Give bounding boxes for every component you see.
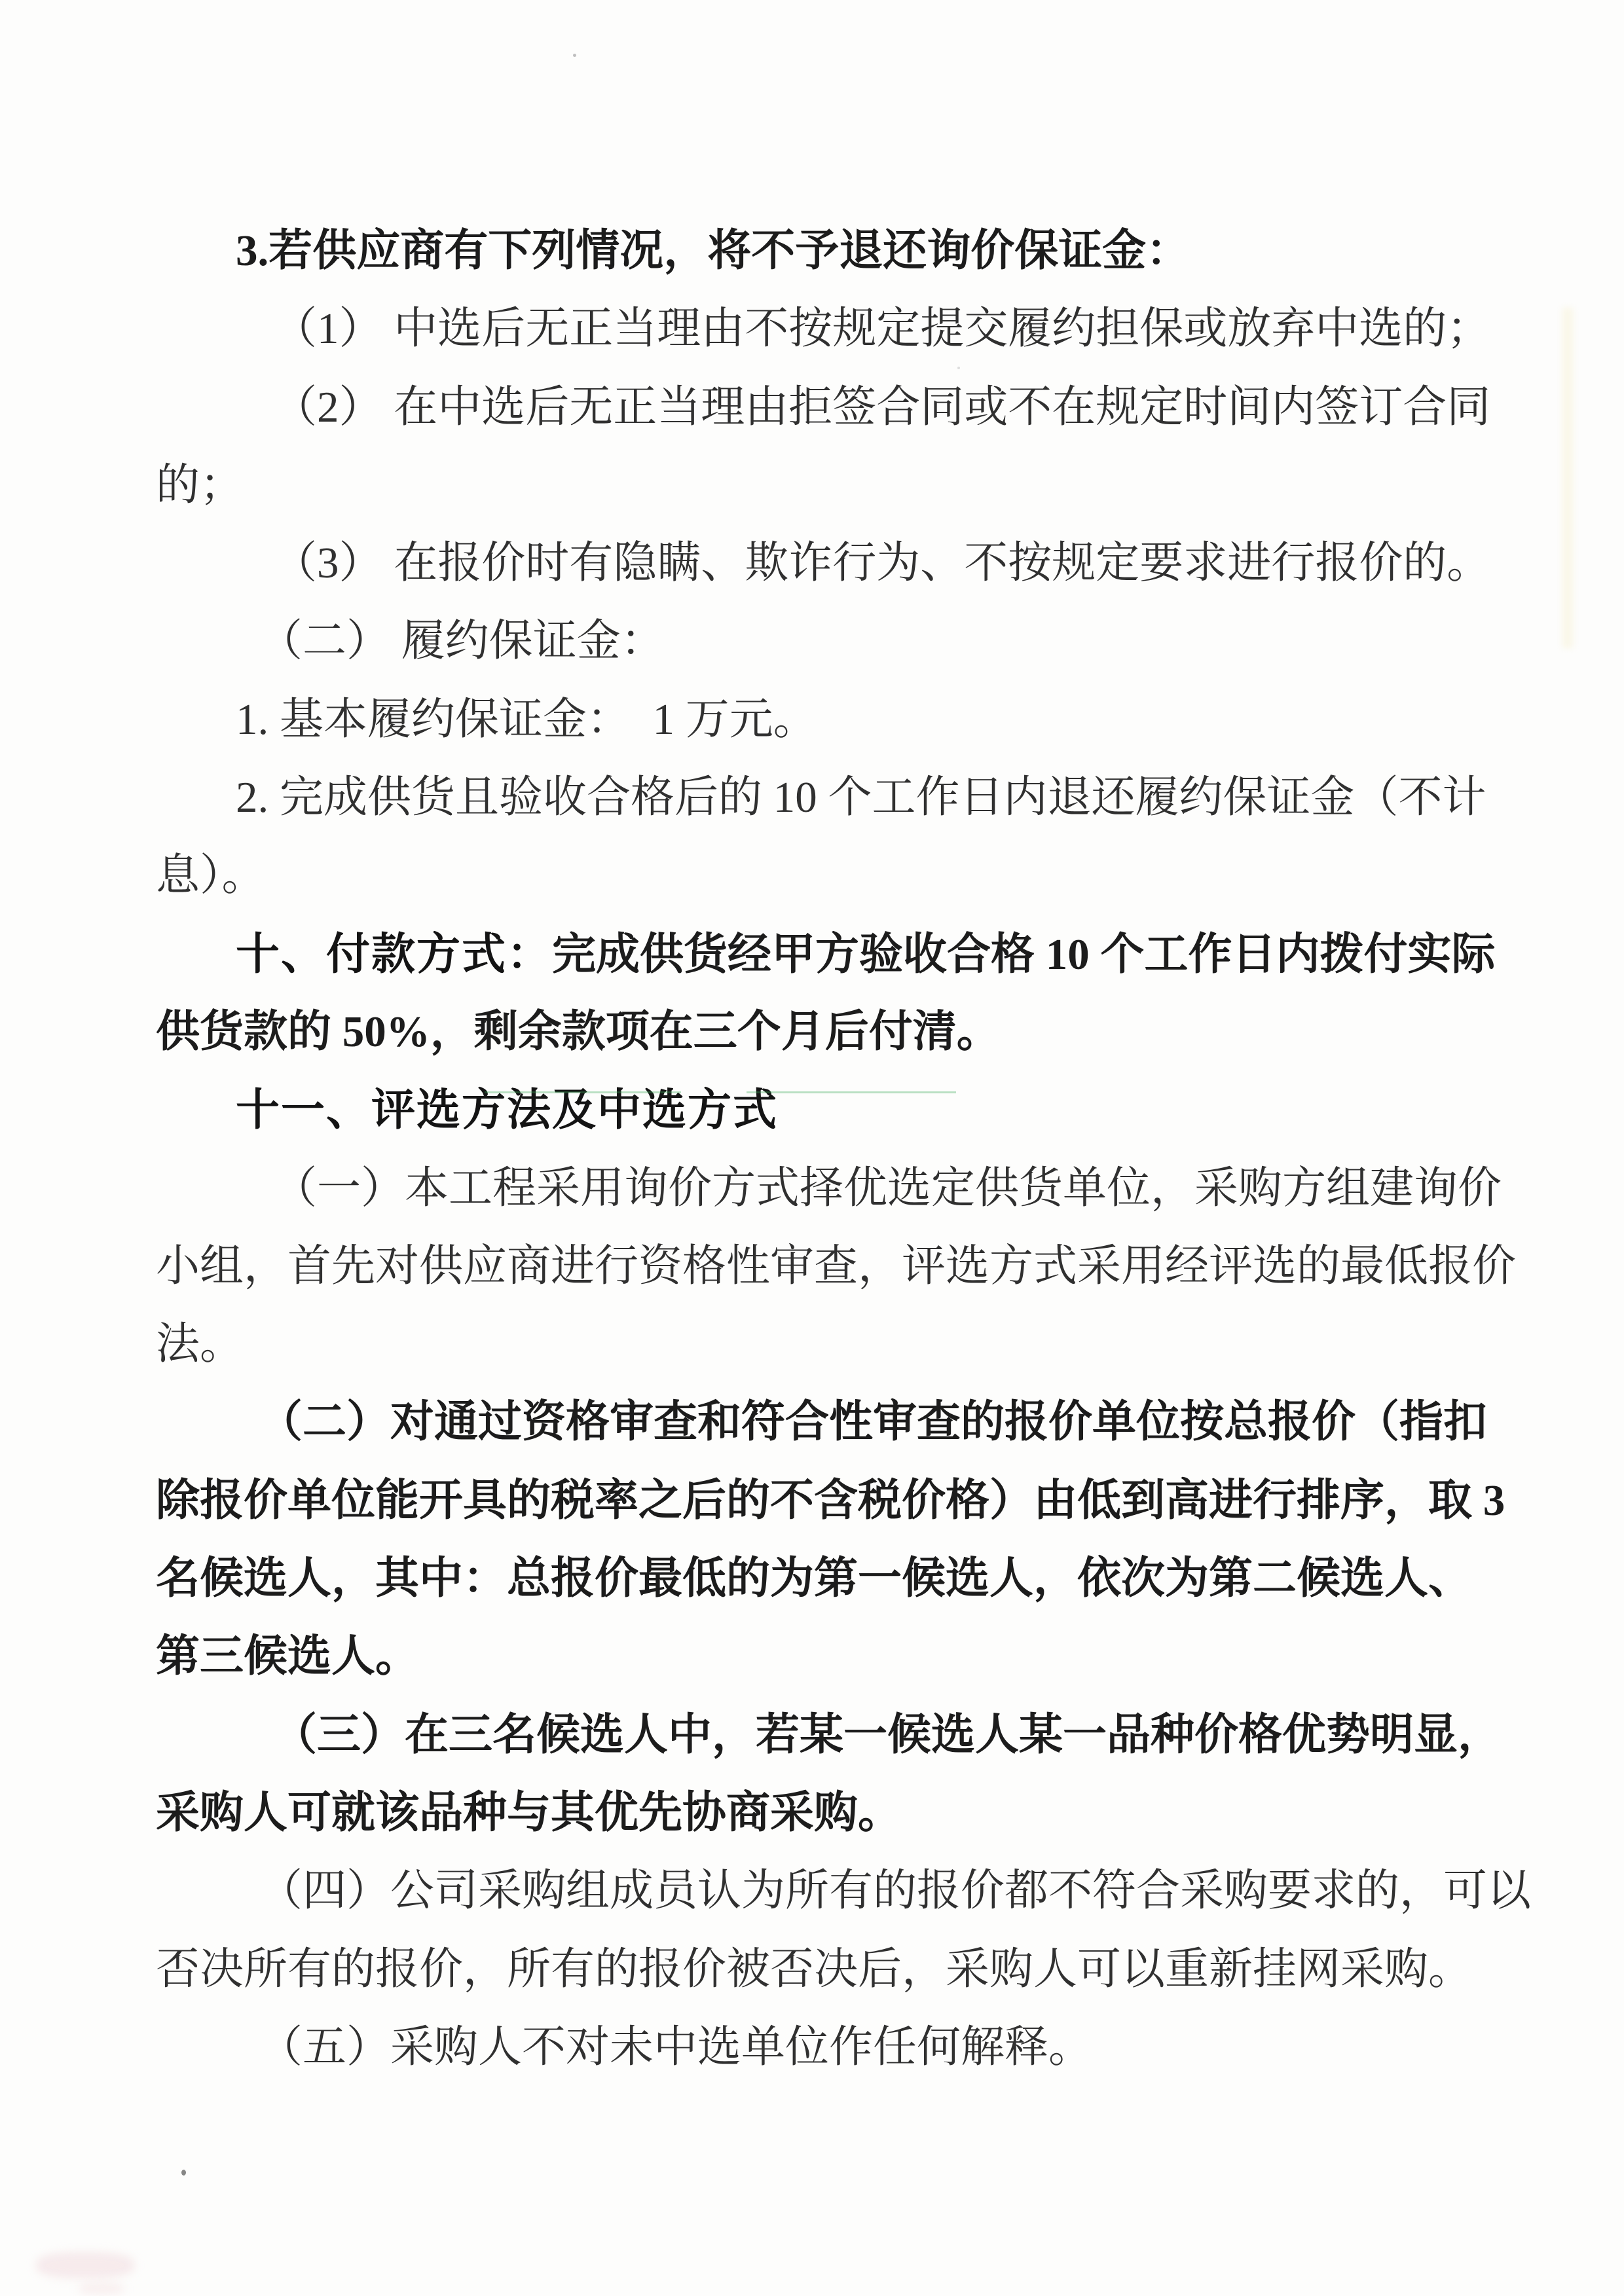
scan-speck [181,2170,186,2176]
text-run: （一）本工程采用询价方式择优选定供货单位，采购方组建询价 [273,1163,1502,1212]
text-run: 的； [156,460,244,509]
text-run: 1. 基本履约保证金： 1 万元。 [236,695,817,744]
text-line [0,837,1624,915]
text-line [0,759,1624,837]
text-line [0,524,1624,602]
text-line [0,1228,1624,1305]
text-run: （四）公司采购组成员认为所有的报价都不符合采购要求的，可以 [259,1867,1531,1916]
scan-edge-streak [1562,308,1573,648]
text-run: 小组，首先对供应商进行资格性审查，评选方式采用经评选的最低报价 [156,1241,1516,1290]
text-run: 3.若供应商有下列情况，将不予退还询价保证金： [236,227,1190,275]
text-line [0,602,1624,680]
text-line [0,1774,1624,1852]
text-line [0,2009,1624,2086]
text-run: （3） 在报价时有隐瞒、欺诈行为、不按规定要求进行报价的。 [273,539,1491,588]
text-run: 否决所有的报价，所有的报价被否决后，采购人可以重新挂网采购。 [156,1944,1472,1994]
text-line [0,681,1624,759]
text-run: 十、付款方式： [236,929,552,979]
text-run: 除报价单位能开具的税率之后的不含税价格）由低到高进行排序，取 3 [156,1476,1505,1525]
text-run: 息）。 [156,851,266,900]
text-line [0,1383,1624,1461]
text-run: 2. 完成供货且验收合格后的 10 个工作日内退还履约保证金（不计 [236,773,1486,822]
text-run: 法。 [156,1320,244,1369]
text-line [0,212,1624,290]
text-line [0,1305,1624,1383]
text-run: （三）在三名候选人中，若某一候选人某一品种价格优势明显， [273,1710,1502,1759]
text-line [0,1462,1624,1540]
text-run: 名候选人，其中：总报价最低的为第一候选人，依次为第二候选人、 [156,1554,1472,1603]
text-run: （2） 在中选后无正当理由拒签合同或不在规定时间内签订合同 [273,382,1491,431]
text-line [0,290,1624,368]
text-line [0,1618,1624,1696]
scan-smudge [79,2284,124,2294]
text-line [0,369,1624,446]
text-line [0,1852,1624,1930]
text-run: （二） 履约保证金： [259,617,665,666]
text-line [0,915,1624,993]
scan-smudge [36,2252,134,2278]
text-line [0,993,1624,1071]
text-run: 采购人可就该品种与其优先协商采购。 [156,1788,902,1837]
scan-color-artifact [485,1091,681,1093]
text-line [0,1931,1624,2009]
text-run: （1） 中选后无正当理由不按规定提交履约担保或放弃中选的； [273,304,1491,354]
scan-color-artifact [747,1091,956,1093]
scan-speck [573,54,576,57]
document-text [0,212,1624,2086]
text-run: （五）采购人不对未中选单位作任何解释。 [259,2022,1092,2071]
scan-speck [957,367,960,369]
text-run: 供货款的 50%，剩余款项在三个月后付清。 [156,1007,1001,1056]
text-run: （二）对通过资格审查和符合性审查的报价单位按总报价（指扣 [259,1398,1487,1447]
text-line [0,446,1624,524]
text-run: 完成供货经甲方验收合格 10 个工作日内拨付实际 [552,930,1496,979]
text-line [0,1540,1624,1618]
text-line [0,1150,1624,1228]
text-run: 第三候选人。 [156,1632,419,1681]
text-run: 十一、评选方法及中选方式 [236,1085,778,1135]
text-line [0,1696,1624,1774]
text-line [0,1071,1624,1149]
